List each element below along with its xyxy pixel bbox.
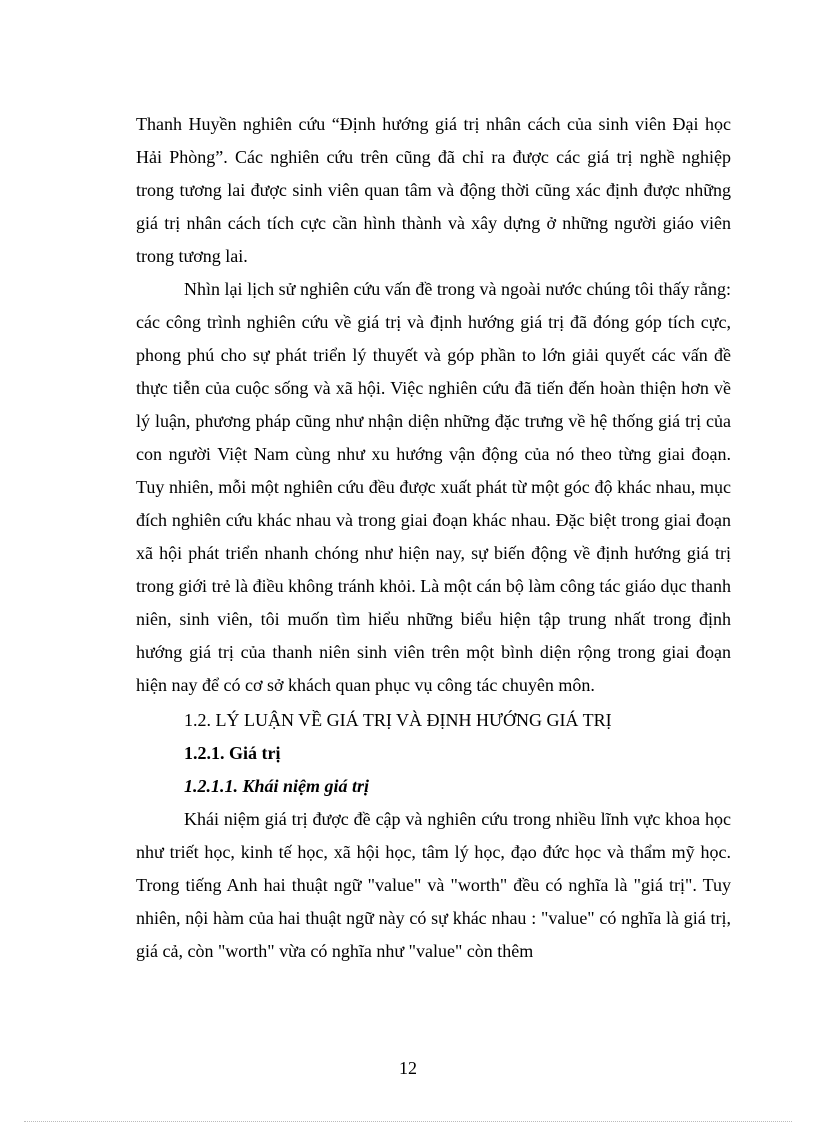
page-bottom-rule	[24, 1121, 792, 1122]
subsubsection-heading: 1.2.1.1. Khái niệm giá trị	[184, 776, 370, 796]
paragraph-concept: Khái niệm giá trị được đề cập và nghiên cứu trong nhiều lĩnh vực khoa học như triết học, kinh tế học, xã hội học, tâm lý học, đạo đức học và thẩm mỹ học. Trong tiếng Anh hai thuật ngữ "value" và "worth" đều có nghĩa là "giá trị". Tuy nhiên, nội hàm của hai thuật ngữ này có sự khác nhau : "value" có nghĩa là giá trị, giá cả, còn "worth" vừa có nghĩa như "value" còn thêm	[136, 809, 731, 961]
subsection-heading: 1.2.1. Giá trị	[184, 743, 281, 763]
paragraph-continuation: Thanh Huyền nghiên cứu “Định hướng giá trị nhân cách của sinh viên Đại học Hải Phòng”. Các nghiên cứu trên cũng đã chỉ ra được các giá trị nghề nghiệp trong tương lai được sinh viên quan tâm và động thời cũng xác định được những giá trị nhân cách tích cực cần hình thành và xây dựng ở những người giáo viên trong tương lai.	[136, 114, 731, 266]
page-number: 12	[399, 1058, 417, 1078]
document-body	[136, 108, 731, 968]
section-heading: 1.2. LÝ LUẬN VỀ GIÁ TRỊ VÀ ĐỊNH HƯỚNG GIÁ TRỊ	[184, 710, 612, 730]
paragraph-review: Nhìn lại lịch sử nghiên cứu vấn đề trong và ngoài nước chúng tôi thấy rằng: các công trình nghiên cứu về giá trị và định hướng giá trị đã đóng góp tích cực, phong phú cho sự phát triển lý thuyết và góp phần to lớn giải quyết các vấn đề thực tiễn của cuộc sống và xã hội. Việc nghiên cứu đã tiến đến hoàn thiện hơn về lý luận, phương pháp cũng như nhận diện những đặc trưng về hệ thống giá trị của con người Việt Nam cùng như xu hướng vận động của nó theo từng giai đoạn. Tuy nhiên, mỗi một nghiên cứu đều được xuất phát từ một góc độ khác nhau, mục đích nghiên cứu khác nhau và trong giai đoạn khác nhau. Đặc biệt trong giai đoạn xã hội phát triển nhanh chóng như hiện nay, sự biến động về định hướng giá trị trong giới trẻ là điều không tránh khỏi. Là một cán bộ làm công tác giáo dục thanh niên, sinh viên, tôi muốn tìm hiểu những biểu hiện tập trung nhất trong định hướng giá trị của thanh niên sinh viên trên một bình diện rộng trong giai đoạn hiện nay để có cơ sở khách quan phục vụ công tác chuyên môn.	[136, 279, 731, 695]
